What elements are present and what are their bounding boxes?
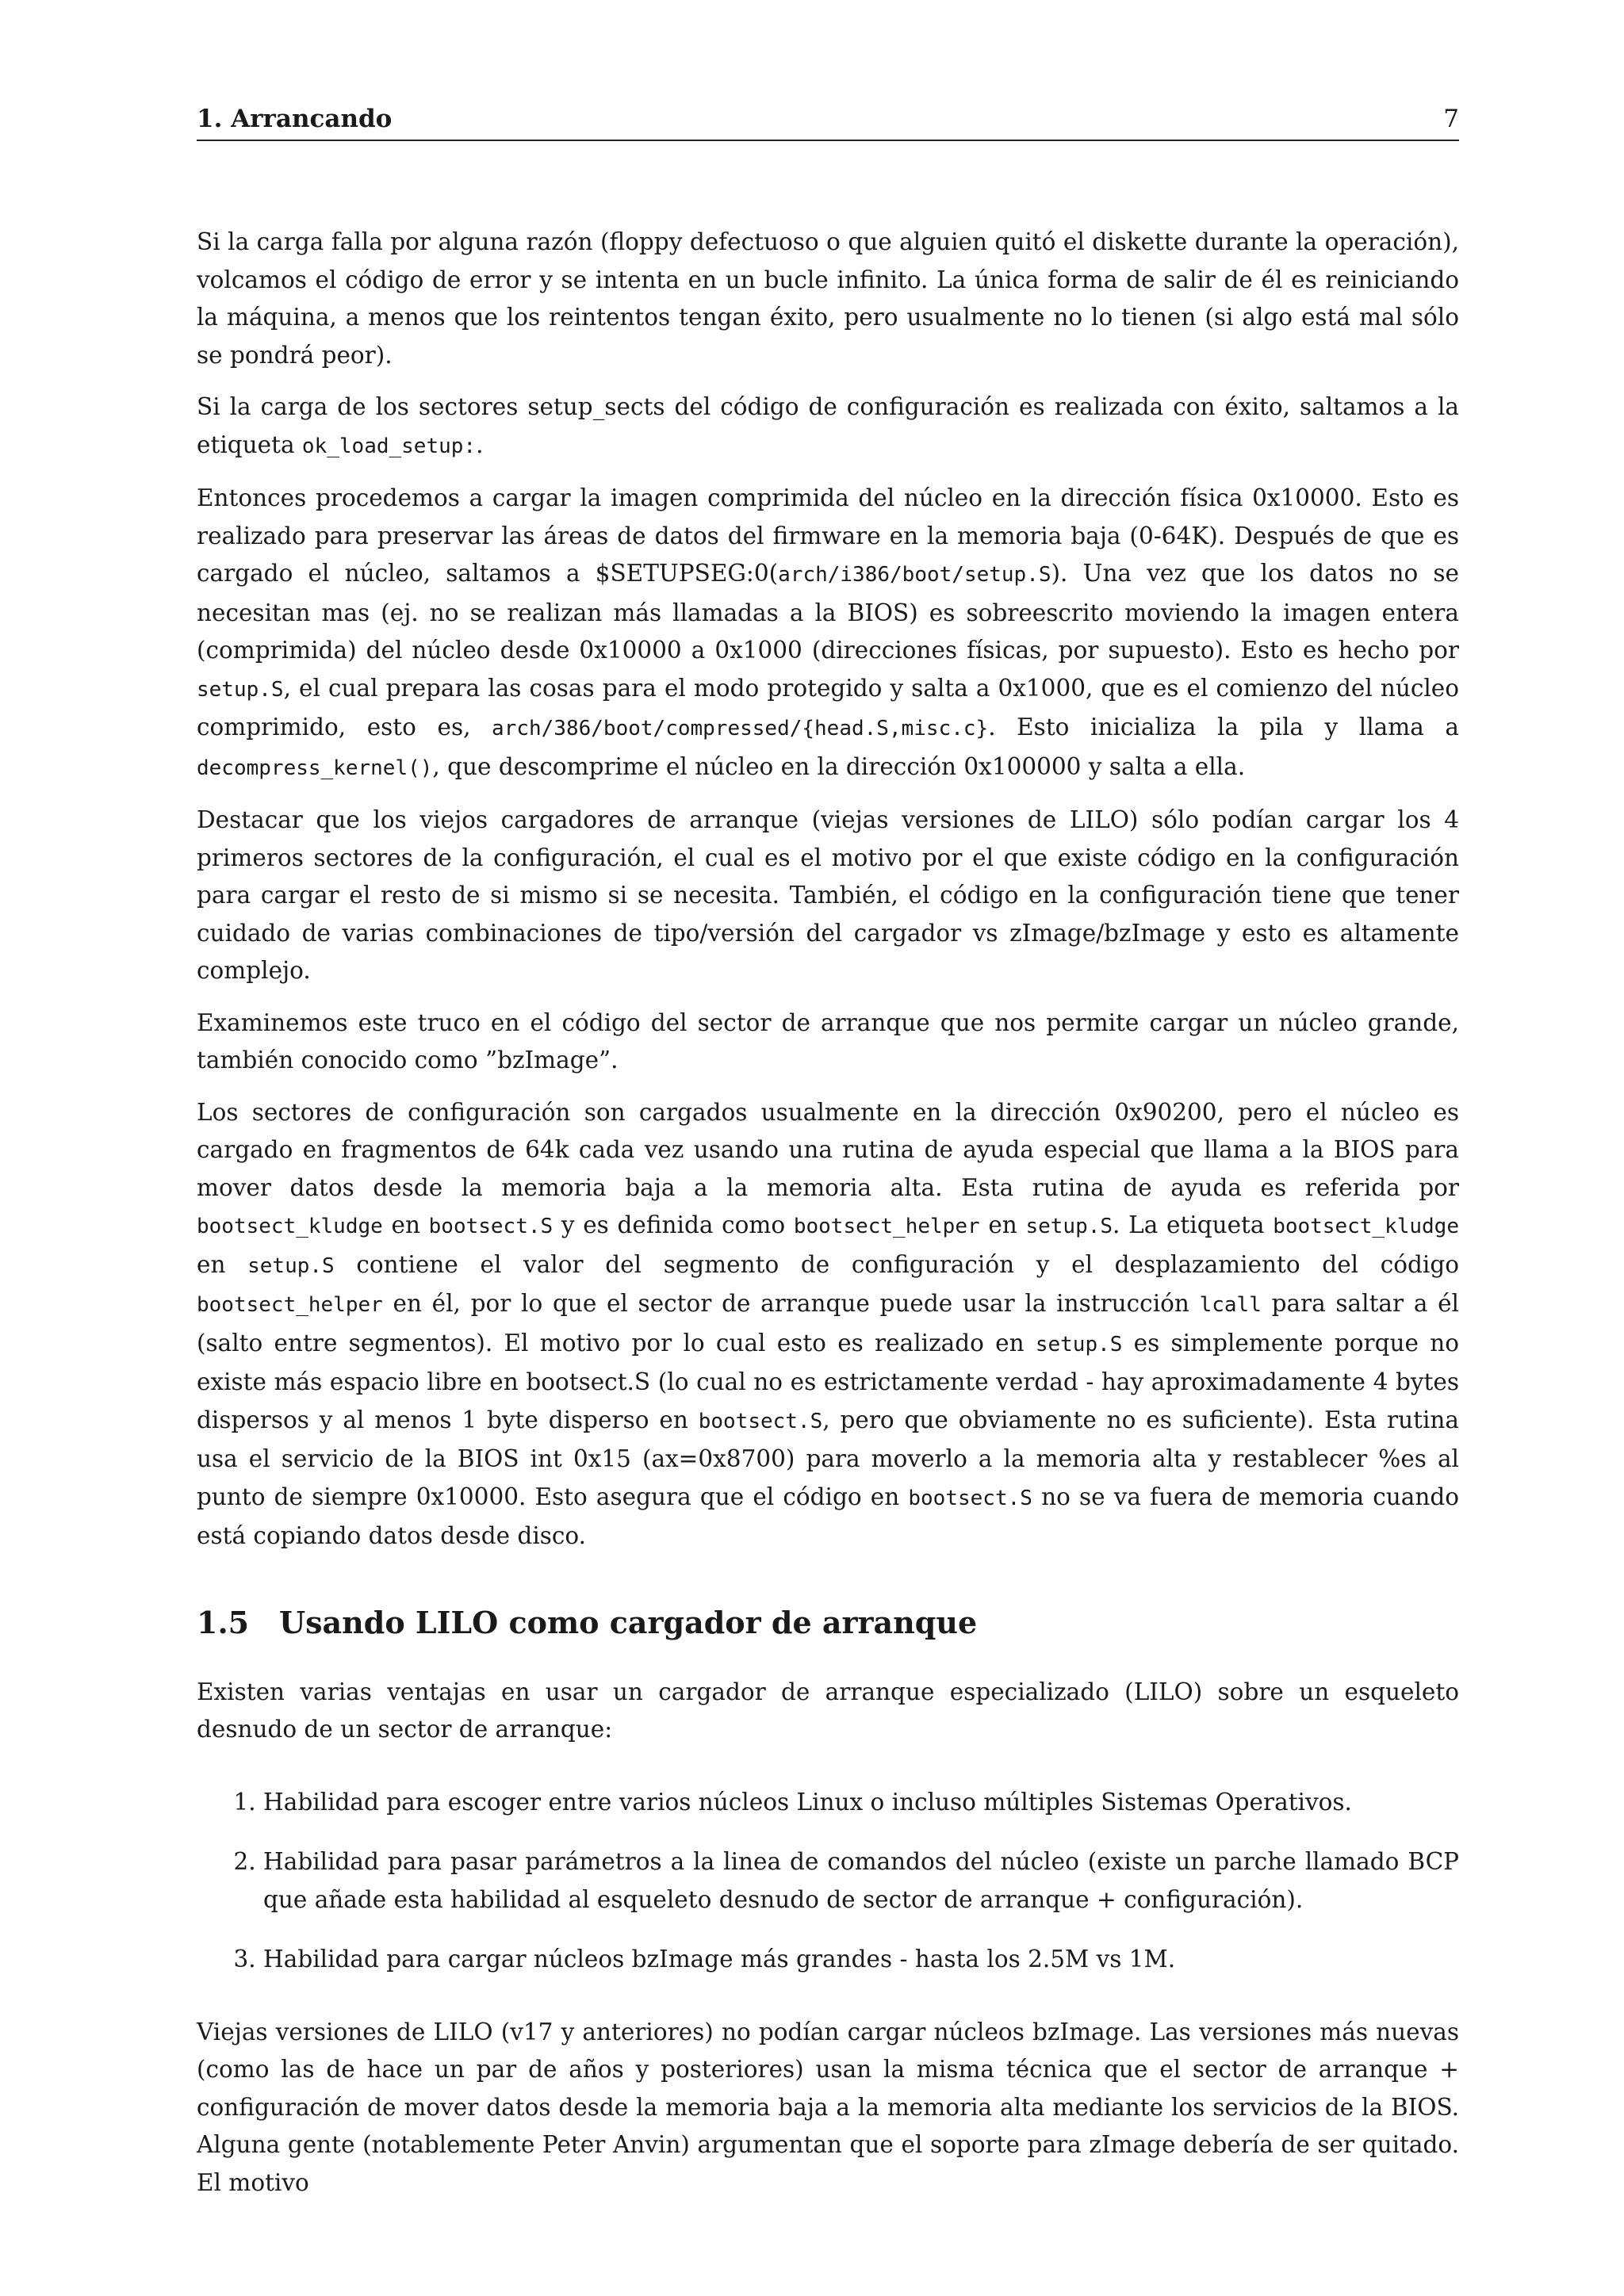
inline-code: lcall (1199, 1293, 1262, 1317)
text-run: ). Una vez que los datos no se necesitan mas (ej. no se realizan más llamadas a la BIOS) es sobreescrito moviendo la imagen entera (comprimida) del núcleo desde 0x10000 a 0x1000 (direcciones físicas, por supuesto). Esto es hecho por (197, 560, 1459, 664)
paragraph (197, 480, 1459, 787)
inline-code: setup.S (1035, 1332, 1123, 1357)
section-heading (197, 1605, 1459, 1640)
document-page (197, 0, 1459, 2296)
chapter-title: 1. Arrancando (197, 105, 393, 133)
text-run: , pero que obviamente no es suficiente). Esta rutina usa el servicio de la BIOS int 0x15 (ax=0x8700) para moverlo a la memoria alta y restablecer %es al punto de siempre 0x10000. Esto asegura que el código en (197, 1406, 1459, 1510)
page-number: 7 (1443, 105, 1459, 133)
inline-code: bootsect_kludge (1273, 1215, 1459, 1238)
paragraph (197, 224, 1459, 374)
text-run: Destacar que los viejos cargadores de arranque (viejas versiones de LILO) sólo podían cargar los 4 primeros sectores de la configuración, el cual es el motivo por el que existe código en la configuración para cargar el resto de si mismo si se necesita. También, el código en la configuración tiene que tener cuidado de varias combinaciones de tipo/versión del cargador vs zImage/bzImage y esto es altamente complejo. (197, 806, 1459, 984)
inline-code: bootsect_helper (793, 1215, 980, 1238)
text-run: , que descomprime el núcleo en la dirección 0x100000 y salta a ella. (432, 752, 1246, 780)
text-run: Examinemos este truco en el código del sector de arranque que nos permite cargar un núcleo grande, también conocido como ”bzImage”. (197, 1008, 1459, 1073)
paragraph (197, 388, 1459, 465)
text-run: , el cual prepara las cosas para el modo protegido y salta a 0x1000, que es el comienzo del núcleo comprimido, esto es, (197, 674, 1459, 740)
text-run: . (476, 430, 484, 458)
paragraph (197, 802, 1459, 990)
inline-code: setup.S (197, 677, 284, 702)
closing-paragraph: Viejas versiones de LILO (v17 y anteriores) no podían cargar núcleos bzImage. Las versiones más nuevas (como las de hace un par de años y posteriores) usan la misma técnica que el sector de arranque + configuración de mover datos desde la memoria baja a la memoria alta mediante los servicios de la BIOS. Alguna gente (notablemente Peter Anvin) argumentan que el soporte para zImage debería de ser quitado. El motivo (197, 2018, 1459, 2196)
advantages-list (197, 1784, 1459, 1979)
section-title: Usando LILO como cargador de arranque (279, 1604, 978, 1640)
text-run: en (979, 1211, 1026, 1238)
text-run: Si la carga de los sectores setup_sects del código de configuración es realizada con éxito, saltamos a la etiqueta (197, 393, 1459, 458)
paragraphs-top (197, 224, 1459, 1556)
inline-code: setup.S (247, 1253, 335, 1278)
text-run: contiene el valor del segmento de configuración y el desplazamiento del código (334, 1250, 1459, 1278)
text-run: y es definida como (553, 1211, 794, 1238)
text-run: . Esto inicializa la pila y llama a (988, 714, 1459, 740)
text-run: es simplemente porque no existe más espacio libre en bootsect.S (lo cual no es estrictamente verdad - hay aproximadamente 4 bytes dispersos y al menos 1 byte disperso en (197, 1329, 1459, 1433)
text-run: Los sectores de configuración son cargados usualmente en la dirección 0x90200, pero el núcleo es cargado en fragmentos de 64k cada vez usando una rutina de ayuda especial que llama a la BIOS para mover datos desde la memoria baja a la memoria alta. Esta rutina de ayuda es referida por (197, 1098, 1459, 1201)
inline-code: bootsect.S (908, 1486, 1032, 1510)
text-run: Entonces procedemos a cargar la imagen comprimida del núcleo en la dirección física 0x10000. Esto es realizado para preservar las áreas de datos del firmware en la memoria baja (0-64K). Después de que es cargado el núcleo, saltamos a $SETUPSEG:0( (197, 484, 1459, 587)
text-run: para saltar a él (salto entre segmentos). El motivo por lo cual esto es realizado en (197, 1290, 1459, 1357)
text-run: . La etiqueta (1113, 1211, 1274, 1238)
text-run: en (382, 1211, 429, 1238)
list-item: 2. Habilidad para pasar parámetros a la linea de comandos del núcleo (existe un parche llamado BCP que añade esta habilidad al esqueleto desnudo de sector de arranque + configuración). (263, 1843, 1459, 1919)
inline-code: ok_load_setup: (301, 434, 477, 458)
paragraph (197, 1094, 1459, 1556)
inline-code: bootsect_helper (197, 1293, 383, 1317)
section-intro: Existen varias ventajas en usar un cargador de arranque especializado (LILO) sobre un esqueleto desnudo de un sector de arranque: (197, 1678, 1459, 1743)
text-run: en él, por lo que el sector de arranque puede usar la instrucción (382, 1290, 1200, 1317)
inline-code: decompress_kernel() (197, 756, 433, 780)
document-body (197, 224, 1459, 2216)
list-item: 1. Habilidad para escoger entre varios núcleos Linux o incluso múltiples Sistemas Operativos. (263, 1784, 1459, 1822)
list-item: 3. Habilidad para cargar núcleos bzImage más grandes - hasta los 2.5M vs 1M. (263, 1941, 1459, 1979)
text-run: en (197, 1250, 248, 1278)
paragraph (197, 1004, 1459, 1080)
text-run: Si la carga falla por alguna razón (floppy defectuoso o que alguien quitó el diskette durante la operación), volcamos el código de error y se intenta en un bucle infinito. La única forma de salir de él es reiniciando la máquina, a menos que los reintentos tengan éxito, pero usualmente no lo tienen (si algo está mal sólo se pondrá peor). (197, 228, 1459, 369)
inline-code: bootsect_kludge (197, 1215, 383, 1238)
inline-code: arch/i386/boot/setup.S (778, 563, 1051, 587)
inline-code: bootsect.S (428, 1215, 553, 1238)
inline-code: bootsect.S (698, 1409, 823, 1433)
running-header (197, 105, 1459, 141)
text-run: no se va fuera de memoria cuando está copiando datos desde disco. (197, 1483, 1460, 1549)
inline-code: setup.S (1025, 1215, 1113, 1238)
section-number: 1.5 (197, 1604, 250, 1640)
inline-code: arch/386/boot/compressed/{head.S,misc.c} (492, 717, 989, 740)
